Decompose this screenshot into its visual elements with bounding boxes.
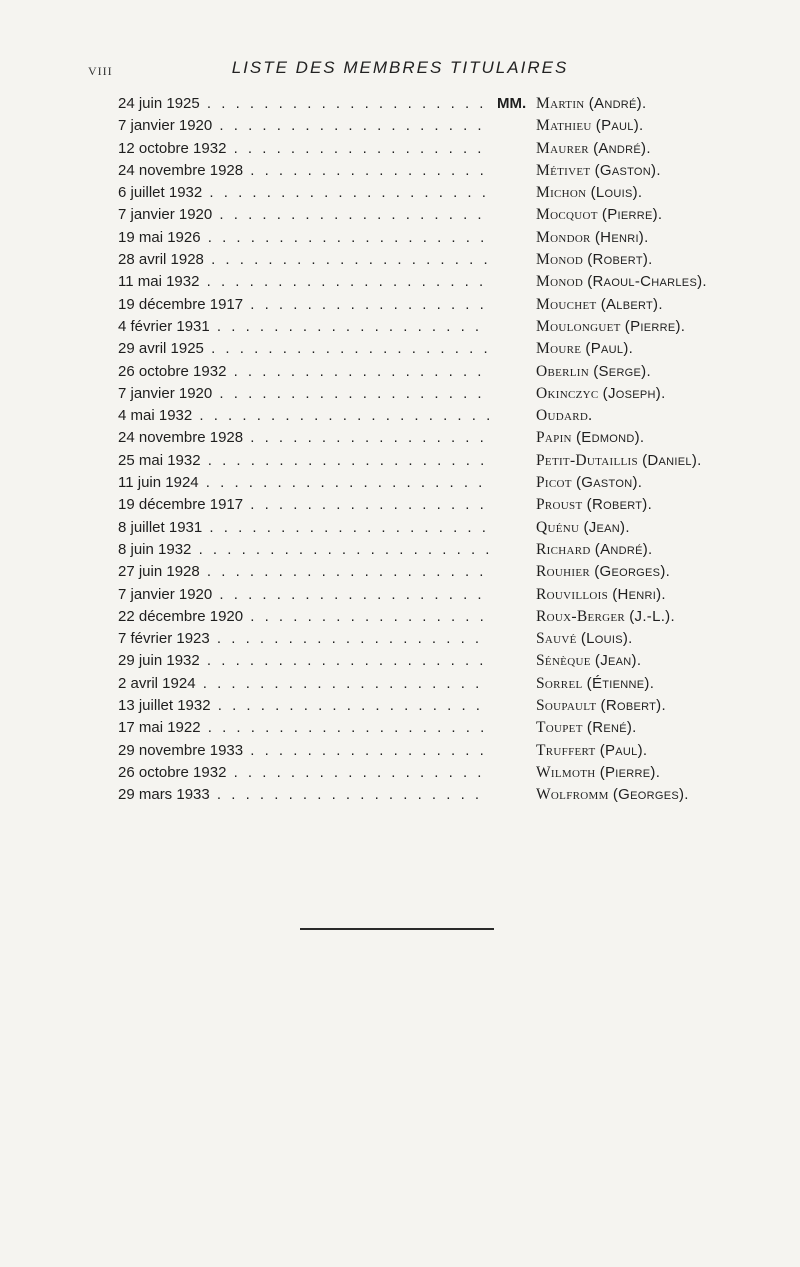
member-given-name: (Paul).	[595, 117, 644, 135]
member-name	[536, 673, 654, 695]
election-date: 7 janvier 1920 . . .	[118, 204, 490, 226]
election-date: 29 juin 1932 . . .	[118, 650, 490, 672]
member-surname: Sorrel	[536, 674, 583, 692]
member-surname: Wolfromm	[536, 786, 609, 804]
member-given-name: (René).	[586, 719, 637, 737]
member-given-name: (Jean).	[594, 652, 642, 670]
member-surname: Papin	[536, 429, 572, 447]
election-date: 12 octobre 1932 . . .	[118, 138, 490, 160]
list-item	[0, 472, 800, 494]
member-name	[536, 450, 702, 472]
member-surname: Toupet	[536, 719, 583, 737]
member-name	[536, 695, 666, 717]
election-date: 4 février 1931 . . .	[118, 316, 490, 338]
list-item	[0, 606, 800, 628]
member-name	[536, 539, 653, 561]
member-name	[536, 338, 633, 360]
member-name	[536, 717, 637, 739]
list-item	[0, 160, 800, 182]
member-given-name: (Paul).	[599, 741, 648, 759]
member-name	[536, 762, 660, 784]
member-name	[536, 427, 644, 449]
member-name	[536, 138, 651, 160]
member-surname: Moure	[536, 340, 582, 358]
member-name	[536, 405, 592, 427]
list-item	[0, 316, 800, 338]
member-surname: Petit-Dutaillis	[536, 451, 638, 469]
election-date: 7 février 1923 . . .	[118, 628, 490, 650]
election-date: 29 novembre 1933 . . .	[118, 740, 490, 762]
list-item	[0, 294, 800, 316]
election-date: 6 juillet 1932 . . .	[118, 182, 490, 204]
election-date: 28 avril 1928 . . .	[118, 249, 490, 271]
list-item	[0, 740, 800, 762]
member-surname: Moulonguet	[536, 317, 621, 335]
list-item	[0, 427, 800, 449]
election-date: 24 novembre 1928 . . .	[118, 160, 490, 182]
member-name	[536, 472, 642, 494]
list-item	[0, 561, 800, 583]
member-surname: Mondor	[536, 228, 591, 246]
member-given-name: (Edmond).	[575, 429, 645, 447]
list-item	[0, 383, 800, 405]
member-surname: Monod	[536, 251, 584, 269]
election-date: 27 juin 1928 . . .	[118, 561, 490, 583]
member-surname: Okinczyc	[536, 384, 599, 402]
election-date: 24 novembre 1928 . . .	[118, 427, 490, 449]
member-name	[536, 606, 675, 628]
member-given-name: (Jean).	[583, 518, 630, 536]
member-name	[536, 182, 642, 204]
list-item	[0, 628, 800, 650]
election-date: 7 janvier 1920 . . .	[118, 584, 490, 606]
member-name	[536, 271, 707, 293]
election-date: 25 mai 1932 . . .	[118, 450, 490, 472]
member-given-name: (Gaston).	[594, 161, 661, 179]
member-name	[536, 361, 651, 383]
member-given-name: (Pierre).	[599, 763, 661, 781]
member-surname: Métivet	[536, 161, 591, 179]
member-name	[536, 628, 633, 650]
member-surname: Quénu	[536, 518, 580, 536]
election-date: 26 octobre 1932 . . .	[118, 762, 490, 784]
member-given-name: (Daniel).	[642, 451, 702, 469]
list-item	[0, 115, 800, 137]
member-surname: Soupault	[536, 697, 597, 715]
election-date: 2 avril 1924 . . .	[118, 673, 490, 695]
election-date: 26 octobre 1932 . . .	[118, 361, 490, 383]
member-surname: Richard	[536, 540, 591, 558]
list-item	[0, 494, 800, 516]
running-title: LISTE DES MEMBRES TITULAIRES	[231, 58, 569, 77]
member-given-name: (Louis).	[580, 630, 633, 648]
page-number: VIII	[88, 64, 113, 78]
election-date: 19 décembre 1917 . . .	[118, 494, 490, 516]
member-name	[536, 650, 641, 672]
list-item	[0, 271, 800, 293]
member-given-name: (Raoul-Charles).	[587, 273, 707, 291]
member-given-name: (Étienne).	[586, 674, 655, 692]
members-list	[0, 93, 800, 807]
member-given-name: (André).	[593, 139, 651, 157]
member-given-name: (Henri).	[612, 585, 666, 603]
member-surname: Maurer	[536, 139, 589, 157]
election-date: 22 décembre 1920 . . .	[118, 606, 490, 628]
election-date: 7 janvier 1920 . . .	[118, 115, 490, 137]
member-surname: Sénèque	[536, 652, 591, 670]
list-item	[0, 762, 800, 784]
list-item	[0, 361, 800, 383]
election-date: 19 décembre 1917 . . .	[118, 294, 490, 316]
list-item	[0, 650, 800, 672]
member-name	[536, 204, 662, 226]
list-item	[0, 784, 800, 806]
member-surname: Oudard.	[536, 407, 593, 425]
member-surname: Wilmoth	[536, 763, 596, 781]
member-name	[536, 160, 661, 182]
list-item	[0, 204, 800, 226]
member-surname: Martin	[536, 95, 585, 112]
member-surname: Picot	[536, 474, 572, 492]
member-given-name: (André).	[588, 95, 647, 112]
member-given-name: (Albert).	[600, 295, 663, 313]
election-date: 8 juillet 1931 . . .	[118, 517, 490, 539]
list-item	[0, 717, 800, 739]
member-name	[536, 93, 646, 115]
member-surname: Truffert	[536, 741, 596, 759]
members-prefix: MM.	[497, 95, 527, 112]
member-name	[536, 227, 649, 249]
member-given-name: (André).	[594, 540, 653, 558]
member-name	[536, 294, 663, 316]
member-name	[536, 517, 630, 539]
list-item	[0, 227, 800, 249]
member-given-name: (Joseph).	[602, 384, 666, 402]
member-surname: Monod	[536, 273, 584, 291]
election-date: 4 mai 1932 . . .	[118, 405, 490, 427]
election-date: 29 avril 1925 . . .	[118, 338, 490, 360]
member-given-name: (J.-L.).	[629, 607, 675, 625]
election-date: 24 juin 1925 . . .	[118, 93, 490, 115]
member-given-name: (Louis).	[590, 184, 643, 202]
list-item	[0, 673, 800, 695]
election-date: 11 mai 1932 . . .	[118, 271, 490, 293]
member-given-name: (Georges).	[594, 563, 671, 581]
member-given-name: (Henri).	[594, 228, 649, 246]
election-date: 13 juillet 1932 . . .	[118, 695, 490, 717]
member-surname: Sauvé	[536, 630, 577, 648]
member-given-name: (Robert).	[586, 496, 653, 514]
list-item	[0, 539, 800, 561]
member-given-name: (Pierre).	[601, 206, 663, 224]
member-given-name: (Georges).	[612, 786, 689, 804]
list-item	[0, 695, 800, 717]
list-item	[0, 93, 800, 115]
member-name	[536, 740, 647, 762]
member-given-name: (Robert).	[587, 251, 653, 269]
member-name	[536, 784, 689, 806]
member-surname: Rouvillois	[536, 585, 608, 603]
member-given-name: (Gaston).	[575, 474, 643, 492]
member-surname: Rouhier	[536, 563, 590, 581]
list-item	[0, 450, 800, 472]
member-name	[536, 494, 652, 516]
election-date: 29 mars 1933 . . .	[118, 784, 490, 806]
member-given-name: (Serge).	[593, 362, 651, 380]
member-surname: Roux-Berger	[536, 607, 626, 625]
list-item	[0, 249, 800, 271]
list-item	[0, 182, 800, 204]
page-header	[0, 58, 800, 84]
election-date: 19 mai 1926 . . .	[118, 227, 490, 249]
member-given-name: (Robert).	[600, 697, 666, 715]
closing-rule	[300, 928, 494, 930]
election-date: 8 juin 1932 . . .	[118, 539, 490, 561]
member-name	[536, 316, 685, 338]
election-date: 7 janvier 1920 . . .	[118, 383, 490, 405]
member-surname: Mouchet	[536, 295, 597, 313]
member-surname: Michon	[536, 184, 587, 202]
list-item	[0, 405, 800, 427]
member-name	[536, 115, 643, 137]
member-surname: Mocquot	[536, 206, 598, 224]
member-name	[536, 561, 670, 583]
member-given-name: (Paul).	[585, 340, 634, 358]
election-date: 11 juin 1924 . . .	[118, 472, 490, 494]
member-name	[536, 249, 653, 271]
list-item	[0, 338, 800, 360]
list-item	[0, 138, 800, 160]
member-surname: Proust	[536, 496, 583, 514]
election-date: 17 mai 1922 . . .	[118, 717, 490, 739]
member-name	[536, 584, 666, 606]
list-item	[0, 584, 800, 606]
list-item	[0, 517, 800, 539]
member-surname: Oberlin	[536, 362, 590, 380]
member-surname: Mathieu	[536, 117, 592, 135]
member-name	[536, 383, 666, 405]
member-given-name: (Pierre).	[624, 317, 686, 335]
